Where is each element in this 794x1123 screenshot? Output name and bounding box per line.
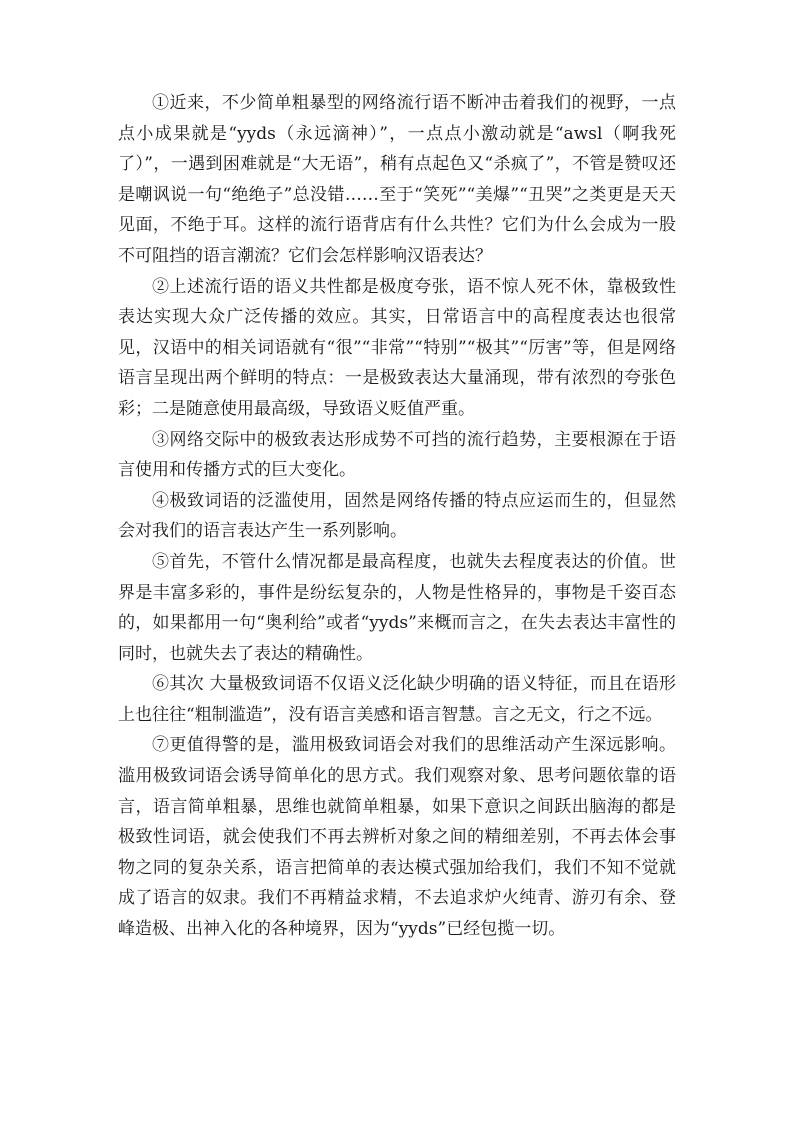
paragraph-1: ①近来，不少简单粗暴型的网络流行语不断冲击着我们的视野，一点点小成果就是“yyds（永远滴神）”，一点点小激动就是“awsl（啊我死了）”，一遇到困难就是“大无语”，稍有点起色又“杀疯了”，不管是赞叹还是嘲讽说一句“绝绝子”总没错……至于“笑死”“美爆”“丑哭”之类更是天天见面，不绝于耳。这样的流行语背店有什么共性？它们为什么会成为一股不可阻挡的语言潮流？它们会怎样影响汉语表达？ [118,93,676,266]
paragraph-3: ③网络交际中的极致表达形成势不可挡的流行趋势，主要根源在于语言使用和传播方式的巨大变化。 [118,429,676,481]
paragraph-7: ⑦更值得警的是，滥用极致词语会对我们的思维活动产生深远影响。滥用极致词语会诱导简单化的思方式。我们观察对象、思考问题依靠的语言，语言简单粗暴，思维也就简单粗暴，如果下意识之间跃出脑海的都是极致性词语，就会使我们不再去辨析对象之间的精细差别，不再去体会事物之同的复杂关系，语言把简单的表达模式强加给我们，我们不知不觉就成了语言的奴隶。我们不再精益求精，不去追求炉火纯青、游刃有余、登峰造极、出神入化的各种境界，因为“yyds”已经包揽一切。 [118,735,676,940]
paragraph-4: ④极致词语的泛滥使用，固然是网络传播的特点应运而生的，但显然会对我们的语言表达产生一系列影响。 [118,490,676,542]
paragraph-6: ⑥其次 大量极致词语不仅语义泛化缺少明确的语义特征，而且在语形上也往往“粗制滥造”，没有语言美感和语言智慧。言之无文，行之不远。 [118,674,676,725]
paragraph-2: ②上述流行语的语义共性都是极度夸张，语不惊人死不休，靠极致性表达实现大众广泛传播的效应。其实，日常语言中的高程度表达也很常见，汉语中的相关词语就有“很”“非常”“特别”“极其”“厉害”等，但是网络语言呈现出两个鲜明的特点：一是极致表达大量涌现，带有浓烈的夸张色彩；二是随意使用最高级，导致语义贬值严重。 [118,276,676,419]
paragraph-5: ⑤首先，不管什么情况都是最高程度，也就失去程度表达的价值。世界是丰富多彩的，事件是纷纭复杂的，人物是性格异的，事物是千姿百态的，如果都用一句“奥利给”或者“yyds”来概而言之，在失去表达丰富性的同时，也就失去了表达的精确性。 [118,551,676,664]
article-body [118,88,676,945]
